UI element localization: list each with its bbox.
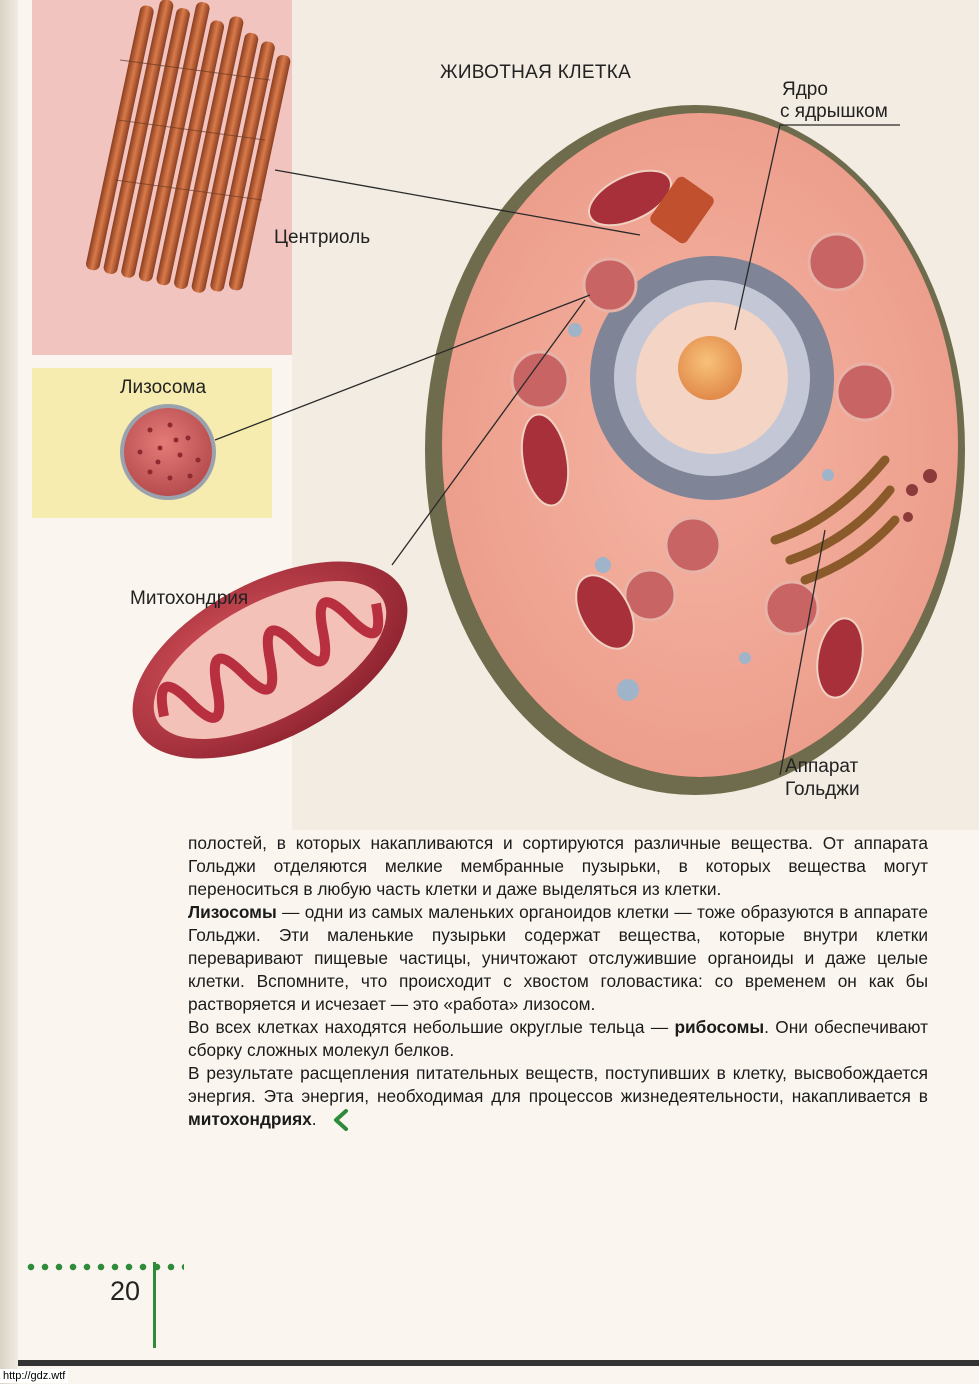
page-number: 20	[110, 1276, 141, 1306]
figure-title: ЖИВОТНАЯ КЛЕТКА	[440, 62, 632, 83]
term-ribosomes: рибосомы	[674, 1017, 765, 1037]
centriole-label: Центриоль	[274, 227, 371, 248]
body-text	[188, 832, 928, 1132]
term-lysosomes: Лизосомы	[188, 902, 277, 922]
scan-edge	[18, 1360, 979, 1366]
mitochondrion-label: Митохондрия	[130, 588, 249, 609]
lysosome-label: Лизосома	[120, 377, 207, 398]
paragraph-ribosomes: Во всех клетках находятся небольшие округлые тельца — рибосомы. Они обеспечивают сборку сложных молекул белков.	[188, 1017, 928, 1060]
page-number-divider	[153, 1262, 156, 1348]
term-mitochondria: митохондриях	[188, 1109, 312, 1129]
golgi-label-line1: Аппарат	[785, 756, 859, 777]
decorative-dots	[24, 1262, 184, 1272]
paragraph-lysosomes: Лизосомы — одни из самых маленьких органоидов клетки — тоже образуются в аппарате Гольджи. Эти маленькие пузырьки содержат вещества, которые внутри клетки переваривают пищевые частицы, уничтожают отслужившие органоиды и даже целые клетки. Вспомните, что происходит с хвостом головастика: со временем он как бы растворяется и исчезает — это «работа» лизосом.	[188, 902, 928, 1014]
golgi-label-line2: Гольджи	[785, 779, 860, 800]
lysosome-drawing	[120, 404, 216, 500]
nucleus-label-line2: с ядрышком	[780, 101, 888, 122]
paragraph-mitochondria: В результате расщепления питательных веществ, поступивших в клетку, высвобождается энергия. Эта энергия, необходимая для процессов жизнедеятельности, накапливается в митохондриях.	[188, 1062, 928, 1132]
paragraph-golgi: полостей, в которых накапливаются и сортируются различные вещества. От аппарата Гольджи отделяются мелкие мембранные пузырьки, в которых вещества могут переноситься в любую часть клетки и даже выделяться из клетки.	[188, 833, 928, 899]
nucleus-label-line1: Ядро	[782, 79, 828, 100]
cell-body	[425, 105, 965, 795]
source-url[interactable]: http://gdz.wtf	[0, 1369, 68, 1383]
chevron-left-icon	[331, 1108, 351, 1132]
